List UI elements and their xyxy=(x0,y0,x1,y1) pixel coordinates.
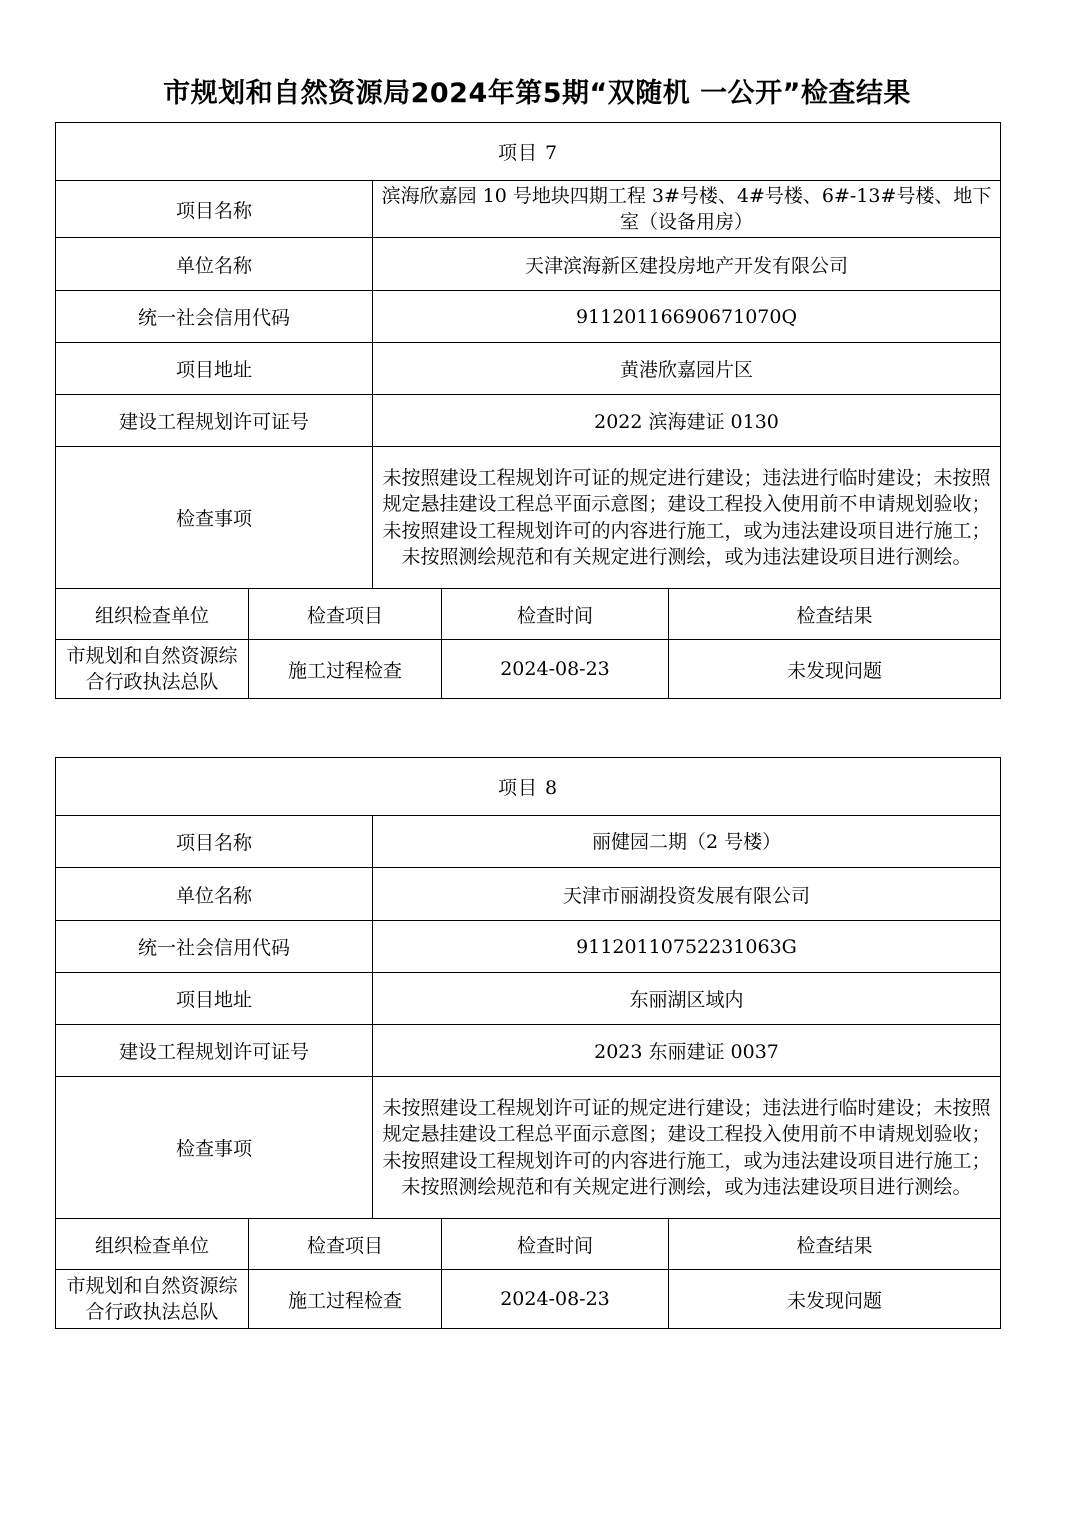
project-name-value: 滨海欣嘉园 10 号地块四期工程 3#号楼、4#号楼、6#-13#号楼、地下室（设备用房） xyxy=(373,181,1001,238)
inspection-matters-label: 检查事项 xyxy=(56,447,373,589)
inspection-matters-value: 未按照建设工程规划许可证的规定进行建设；违法进行临时建设；未按照规定悬挂建设工程总平面示意图；建设工程投入使用前不申请规划验收；未按照建设工程规划许可的内容进行施工，或为违法建设项目进行施工；未按照测绘规范和有关规定进行测绘，或为违法建设项目进行测绘。 xyxy=(373,1077,1001,1219)
org-value: 市规划和自然资源综合行政执法总队 xyxy=(56,640,249,699)
result-header: 检查结果 xyxy=(669,589,1001,640)
result-value: 未发现问题 xyxy=(669,1270,1001,1329)
project-table-7 xyxy=(55,122,1001,699)
project-table-8 xyxy=(55,757,1001,1329)
time-header: 检查时间 xyxy=(442,1219,669,1270)
permit-number-label: 建设工程规划许可证号 xyxy=(56,395,373,447)
project-name-label: 项目名称 xyxy=(56,181,373,238)
project-address-value: 东丽湖区域内 xyxy=(373,973,1001,1025)
permit-number-label: 建设工程规划许可证号 xyxy=(56,1025,373,1077)
project-name-label: 项目名称 xyxy=(56,816,373,868)
item-value: 施工过程检查 xyxy=(249,640,442,699)
time-value: 2024-08-23 xyxy=(442,640,669,699)
permit-number-value: 2023 东丽建证 0037 xyxy=(373,1025,1001,1077)
page-title: 市规划和自然资源局2024年第5期“双随机 一公开”检查结果 xyxy=(163,78,911,109)
org-header: 组织检查单位 xyxy=(56,589,249,640)
item-value: 施工过程检查 xyxy=(249,1270,442,1329)
project-address-label: 项目地址 xyxy=(56,343,373,395)
result-header: 检查结果 xyxy=(669,1219,1001,1270)
project-title: 项目 7 xyxy=(56,123,1001,181)
credit-code-value: 91120116690671070Q xyxy=(373,291,1001,343)
unit-name-value: 天津市丽湖投资发展有限公司 xyxy=(373,868,1001,921)
inspection-matters-label: 检查事项 xyxy=(56,1077,373,1219)
time-value: 2024-08-23 xyxy=(442,1270,669,1329)
org-value: 市规划和自然资源综合行政执法总队 xyxy=(56,1270,249,1329)
inspection-matters-value: 未按照建设工程规划许可证的规定进行建设；违法进行临时建设；未按照规定悬挂建设工程总平面示意图；建设工程投入使用前不申请规划验收；未按照建设工程规划许可的内容进行施工，或为违法建设项目进行施工；未按照测绘规范和有关规定进行测绘，或为违法建设项目进行测绘。 xyxy=(373,447,1001,589)
project-name-value: 丽健园二期（2 号楼） xyxy=(373,816,1001,868)
project-title: 项目 8 xyxy=(56,758,1001,816)
permit-number-value: 2022 滨海建证 0130 xyxy=(373,395,1001,447)
unit-name-label: 单位名称 xyxy=(56,868,373,921)
project-address-label: 项目地址 xyxy=(56,973,373,1025)
credit-code-label: 统一社会信用代码 xyxy=(56,291,373,343)
credit-code-label: 统一社会信用代码 xyxy=(56,921,373,973)
unit-name-label: 单位名称 xyxy=(56,238,373,291)
unit-name-value: 天津滨海新区建投房地产开发有限公司 xyxy=(373,238,1001,291)
item-header: 检查项目 xyxy=(249,1219,442,1270)
item-header: 检查项目 xyxy=(249,589,442,640)
result-value: 未发现问题 xyxy=(669,640,1001,699)
credit-code-value: 91120110752231063G xyxy=(373,921,1001,973)
project-address-value: 黄港欣嘉园片区 xyxy=(373,343,1001,395)
time-header: 检查时间 xyxy=(442,589,669,640)
org-header: 组织检查单位 xyxy=(56,1219,249,1270)
